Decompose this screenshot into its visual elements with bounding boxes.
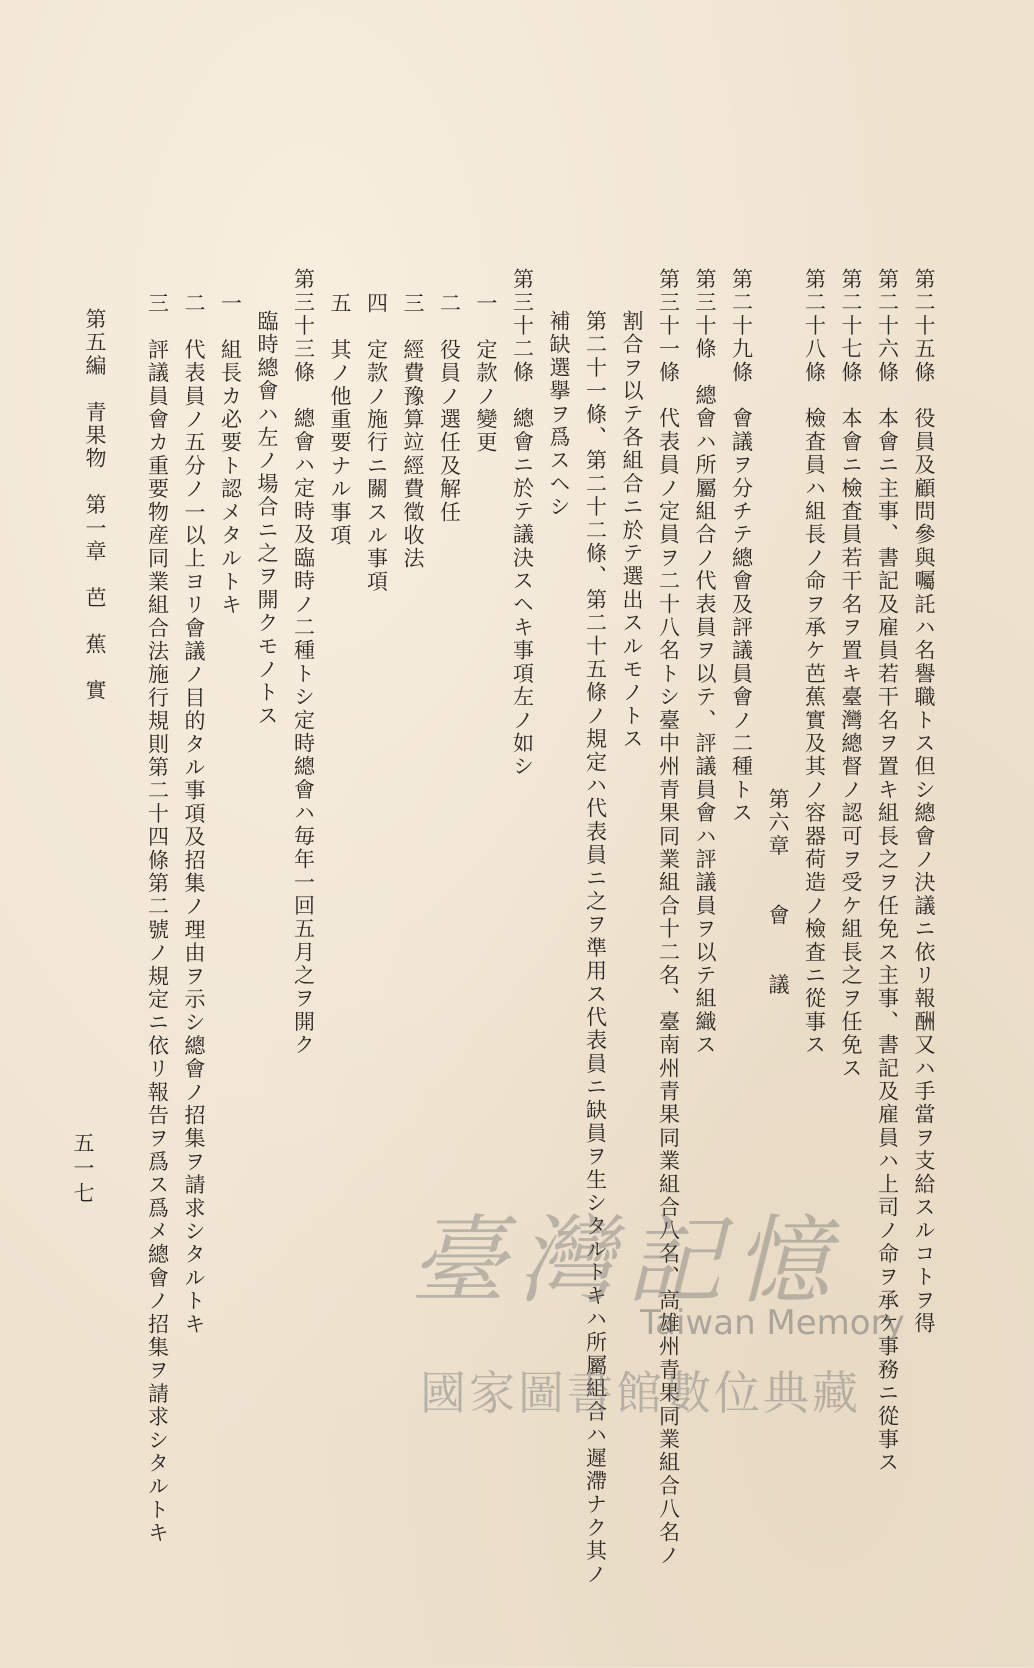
text-line: 二 代表員ノ五分ノ一以上ヨリ會議ノ目的タル事項及招集ノ理由ヲ示シ總會ノ招集ヲ請求シタルトキ [182,292,206,1336]
watermark-logo: 臺灣記憶 [410,1205,842,1317]
text-line: 第三十條 總會ハ所屬組合ノ代表員ヲ以テ、評議員會ハ評議員ヲ以テ組織ス [693,268,717,1057]
watermark-chinese: 國家圖書館數位典藏 [420,1366,861,1420]
text-line: 第三十一條 代表員ノ定員ヲ二十八名トシ臺中州青果同業組合十二名、臺南州青果同業組合八名、高雄州青果同業組合八名ノ [656,268,681,1568]
text-line: 第六章 會 議 [766,788,790,997]
text-line: 一 組長カ必要ト認メタルトキ [218,292,243,617]
watermark-english: Taiwan Memory [640,1303,905,1343]
text-line: 第二十八條 檢査員ハ組長ノ命ヲ承ケ芭蕉實及其ノ容器荷造ノ檢査ニ從事ス [802,268,827,1057]
text-line: 五 其ノ他重要ナル事項 [328,292,352,548]
text-line: 第二十一條、第二十二條、第二十五條ノ規定ハ代表員ニ之ヲ準用ス代表員ニ缺員ヲ生シタルトキハ所屬組合ハ遲滯ナク其ノ [583,310,608,1586]
text-line: 二 役員ノ選任及解任 [437,292,462,524]
text-line: 三 評議員會カ重要物産同業組合法施行規則第二十四條第二號ノ規定ニ依リ報告ヲ爲ス爲メ總會ノ招集ヲ請求シタルトキ [145,292,170,1545]
text-line: 臨時總會ハ左ノ場合ニ之ヲ開クモノトス [255,310,279,728]
page-number: 五一七 [71,1132,95,1207]
text-line: 割合ヲ以テ各組合ニ於テ選出スルモノトス [620,310,644,751]
text-line: 四 定款ノ施行ニ關スル事項 [364,292,389,594]
text-line: 第二十五條 役員及顧問參與囑託ハ名譽職トス但シ總會ノ決議ニ依リ報酬又ハ手當ヲ支給スルコトヲ得 [912,268,936,1336]
text-line: 第二十七條 本會ニ檢査員若干名ヲ置キ臺灣總督ノ認可ヲ受ケ組長之ヲ任免ス [839,268,863,1081]
text-line: 第三十三條 總會ハ定時及臨時ノ二種トシ定時總會ハ毎年一回五月之ヲ開ク [291,268,316,1057]
text-line: 補缺選擧ヲ爲スヘシ [547,310,571,519]
running-head [50,308,110,1668]
text-line: 第三十二條 總會ニ於テ議決スヘキ事項左ノ如シ [510,268,535,779]
running-head-text: 第五編 青果物 第一章 芭 蕉 實 [83,308,107,703]
text-line: 三 經費豫算竝經費徵收法 [401,292,425,571]
text-line: 第二十九條 會議ヲ分チテ總會及評議員會ノ二種トス [729,268,754,825]
body-text [82,268,942,1586]
text-line: 第二十六條 本會ニ主事、書記及雇員若干名ヲ置キ組長之ヲ任免ス主事、書記及雇員ハ上司ノ命ヲ承ケ事務ニ從事ス [875,268,900,1475]
text-line: 一 定款ノ變更 [474,292,498,455]
